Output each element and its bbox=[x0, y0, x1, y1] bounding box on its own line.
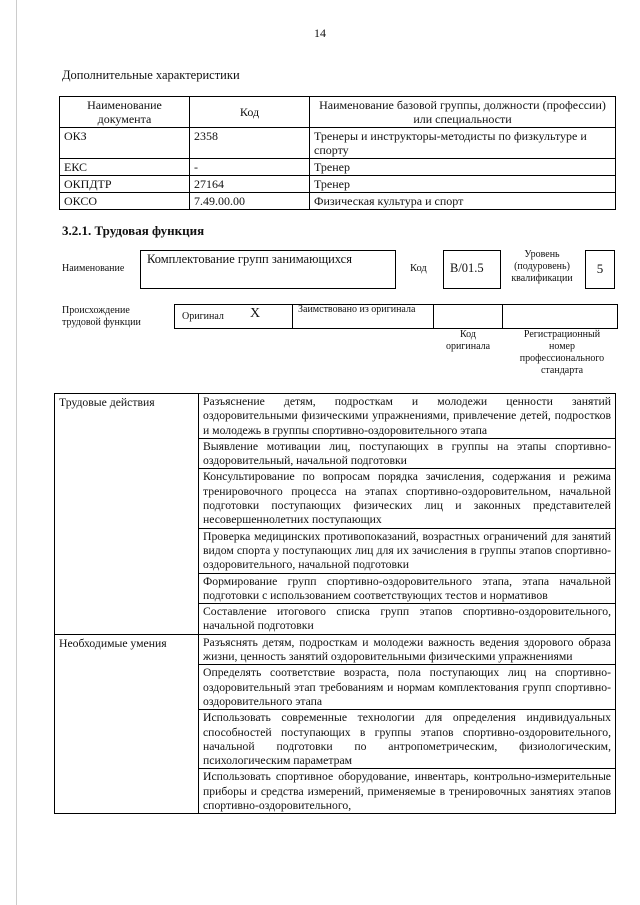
group-cell: Тренер bbox=[310, 176, 616, 193]
function-code-box bbox=[443, 250, 501, 289]
code-cell: 7.49.00.00 bbox=[190, 193, 310, 210]
function-code-value: В/01.5 bbox=[450, 261, 484, 275]
labor-action-item: Выявление мотивации лиц, поступающих в группы на этапы спортивно-оздоровительный, начальной подготовки bbox=[199, 438, 616, 469]
code-label: Код bbox=[410, 263, 427, 274]
origin-divider bbox=[292, 304, 293, 329]
labor-action-item: Составление итогового списка групп этапов спортивно-оздоровительного, начальной подготовки bbox=[199, 604, 616, 635]
origin-divider bbox=[502, 304, 503, 329]
code-cell: 27164 bbox=[190, 176, 310, 193]
header-group-name: Наименование базовой группы, должности (профессии) или специальности bbox=[310, 97, 616, 128]
skill-item: Использовать спортивное оборудование, инвентарь, контрольно-измерительные приборы и средства измерений, применяемые в тренировочных занятиях этапов спортивно-оздоровительного, bbox=[199, 769, 616, 814]
page-number: 14 bbox=[314, 26, 326, 40]
code-cell: - bbox=[190, 159, 310, 176]
skill-item: Разъяснять детям, подросткам и молодежи важность ведения здорового образа жизни, ценность занятий оздоровительными физическими упражнениями bbox=[199, 634, 616, 665]
original-label: Оригинал bbox=[182, 311, 224, 322]
doc-cell: ОКЗ bbox=[60, 128, 190, 159]
labor-action-item: Консультирование по вопросам порядка зачисления, содержания и режима тренировочного процесса на этапах спортивно-оздоровительном, начальной подготовки поступающих физических лиц и законных представителей несовершеннолетних поступающих bbox=[199, 469, 616, 528]
borrowed-label: Заимствовано из оригинала bbox=[298, 304, 416, 315]
table-row bbox=[60, 176, 616, 193]
reg-number-label: Регистрационный номер профессионального стандарта bbox=[519, 329, 605, 376]
labor-action-item: Разъяснение детям, подросткам и молодежи ценности занятий оздоровительными физическими упражнениями, привлечение детей, подростков и молодежь в группы спортивно-оздоровительного этапа bbox=[199, 394, 616, 439]
origin-divider bbox=[433, 304, 434, 329]
code-cell: 2358 bbox=[190, 128, 310, 159]
skill-item: Использовать современные технологии для определения индивидуальных способностей поступающих в группы этапов спортивно-оздоровительного, начальной подготовки по антропометрическим, физиологическим, психологическим параметрам bbox=[199, 710, 616, 769]
labor-action-item: Проверка медицинских противопоказаний, возрастных ограничений для занятий видом спорта у поступающих лиц для их зачисления в группы этапов спортивно-оздоровительного, начальной подготовки bbox=[199, 528, 616, 573]
function-name-value: Комплектование групп занимающихся bbox=[147, 252, 352, 266]
characteristics-header-row bbox=[60, 97, 616, 128]
origin-label: Происхождение трудовой функции bbox=[62, 305, 141, 328]
original-mark: X bbox=[250, 306, 261, 321]
header-document: Наименование документа bbox=[60, 97, 190, 128]
group-cell: Тренер bbox=[310, 159, 616, 176]
qualification-level-value: 5 bbox=[596, 261, 604, 276]
labor-actions-label: Трудовые действия bbox=[55, 394, 199, 635]
doc-cell: ЕКС bbox=[60, 159, 190, 176]
code-original-label: Код оригинала bbox=[445, 329, 491, 352]
table-row bbox=[60, 128, 616, 159]
header-code: Код bbox=[190, 97, 310, 128]
name-label: Наименование bbox=[62, 263, 125, 274]
function-name-box bbox=[140, 250, 396, 289]
labor-action-item: Формирование групп спортивно-оздоровительного этапа, этапа начальной подготовки с использованием соответствующих тестов и нормативов bbox=[199, 573, 616, 604]
characteristics-table bbox=[59, 96, 616, 210]
doc-cell: ОКСО bbox=[60, 193, 190, 210]
table-row bbox=[60, 159, 616, 176]
labor-function-title: 3.2.1. Трудовая функция bbox=[62, 223, 205, 238]
additional-characteristics-title: Дополнительные характеристики bbox=[62, 68, 240, 82]
group-cell: Тренеры и инструкторы-методисты по физкультуре и спорту bbox=[310, 128, 616, 159]
binder-line bbox=[16, 0, 17, 905]
doc-cell: ОКПДТР bbox=[60, 176, 190, 193]
function-details-table bbox=[54, 393, 616, 814]
qualification-level-box bbox=[585, 250, 615, 289]
required-skills-label: Необходимые умения bbox=[55, 634, 199, 814]
qualification-level-label: Уровень (подуровень) квалификации bbox=[511, 249, 573, 284]
skill-item: Определять соответствие возраста, пола поступающих лиц на спортивно-оздоровительный этап требованиям и нормам комплектования групп спортивно-оздоровительного этапа bbox=[199, 665, 616, 710]
table-row bbox=[60, 193, 616, 210]
group-cell: Физическая культура и спорт bbox=[310, 193, 616, 210]
table-row bbox=[55, 634, 616, 665]
table-row bbox=[55, 394, 616, 439]
